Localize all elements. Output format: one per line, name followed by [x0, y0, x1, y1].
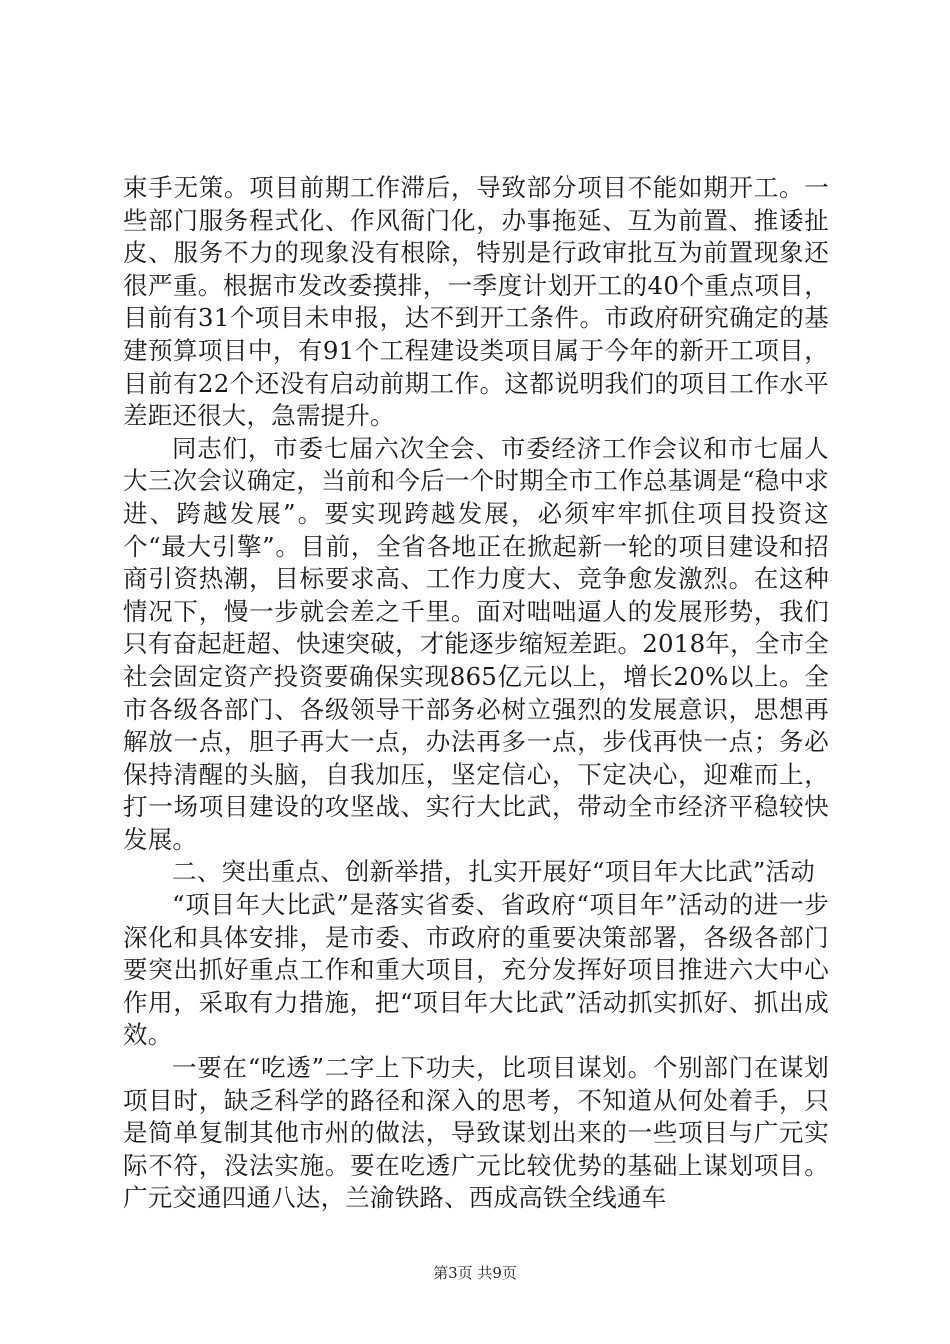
paragraph-comrades: 同志们，市委七届六次全会、市委经济工作会议和市七届人大三次会议确定，当前和今后一个时期全市工作总基调是“稳中求进、跨越发展”。要实现跨越发展，必须牢牢抓住项目投资这个“最大引擎”。目前，全省各地正在掀起新一轮的项目建设和招商引资热潮，目标要求高、工作力度大、竞争愈发激烈。在这种情况下，慢一步就会差之千里。面对咄咄逼人的发展形势，我们只有奋起赶超、快速突破，才能逐步缩短差距。2018年，全市全社会固定资产投资要确保实现865亿元以上，增长20%以上。全市各级各部门、各级领导干部务必树立强烈的发展意识，思想再解放一点，胆子再大一点，办法再多一点，步伐再快一点；务必保持清醒的头脑，自我加压，坚定信心，下定决心，迎难而上，打一场项目建设的攻坚战、实行大比武，带动全市经济平稳较快发展。	[123, 433, 829, 854]
paragraph-continuation: 束手无策。项目前期工作滞后，导致部分项目不能如期开工。一些部门服务程式化、作风衙门化，办事拖延、互为前置、推诿扯皮、服务不力的现象没有根除，特别是行政审批互为前置现象还很严重。根据市发改委摸排，一季度计划开工的40个重点项目，目前有31个项目未申报，达不到开工条件。市政府研究确定的基建预算项目中，有91个工程建设类项目属于今年的新开工项目，目前有22个还没有启动前期工作。这都说明我们的项目工作水平差距还很大，急需提升。	[123, 173, 829, 431]
section-heading-2: 二、突出重点、创新举措，扎实开展好“项目年大比武”活动	[172, 857, 815, 887]
document-body	[123, 172, 829, 1215]
paragraph-big-competition: “项目年大比武”是落实省委、省政府“项目年”活动的进一步深化和具体安排，是市委、市政府的重要决策部署，各级各部门要突出抓好重点工作和重大项目，充分发挥好项目推进六大中心作用，采取有力措施，把“项目年大比武”活动抓实抓好、抓出成效。	[123, 890, 829, 1050]
page-footer: 第3页 共9页	[433, 1264, 517, 1282]
paragraph-project-planning: 一要在“吃透”二字上下功夫，比项目谋划。个别部门在谋划项目时，缺乏科学的路径和深入的思考，不知道从何处着手，只是简单复制其他市州的做法，导致谋划出来的一些项目与广元实际不符，没法实施。要在吃透广元比较优势的基础上谋划项目。广元交通四通八达，兰渝铁路、西成高铁全线通车	[123, 1053, 829, 1213]
